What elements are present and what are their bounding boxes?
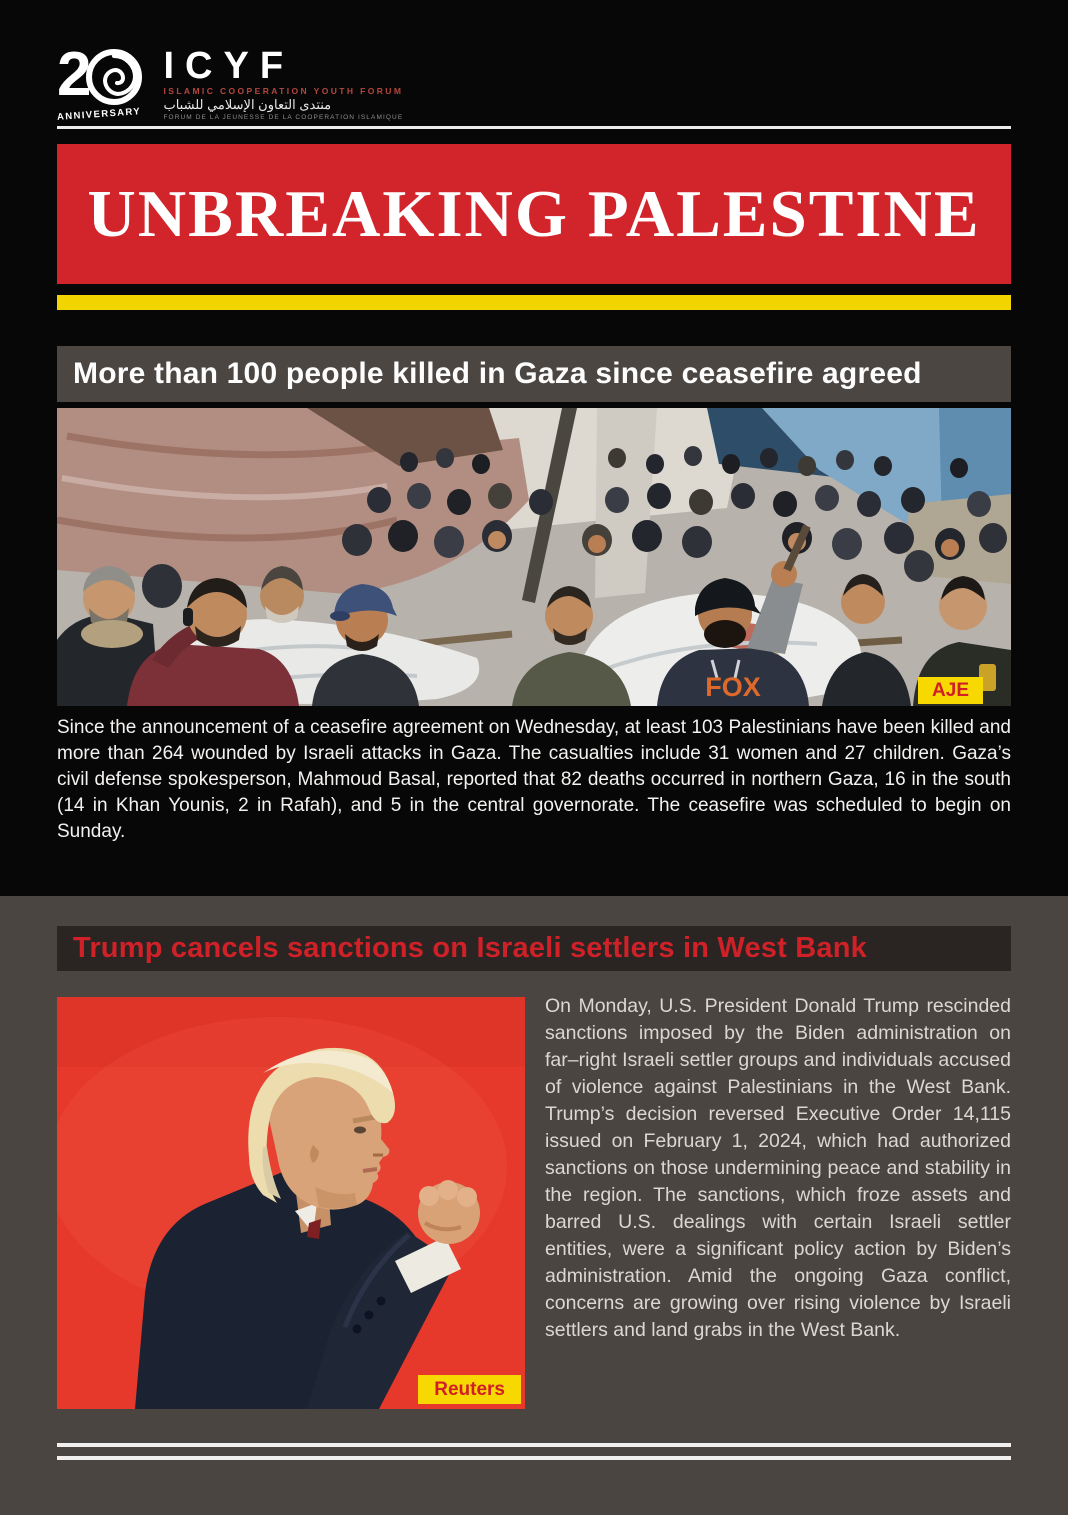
footer-line-top — [57, 1443, 1011, 1447]
photo-credit-badge: AJE — [918, 677, 983, 704]
org-name-english: ISLAMIC COOPERATION YOUTH FORUM — [163, 86, 404, 96]
icyf-logo — [0, 0, 1068, 121]
spiral-zero-icon — [85, 48, 143, 111]
trump-photo-illustration — [57, 997, 525, 1409]
anniversary-digit: 2 — [57, 40, 90, 109]
icyf-wordmark — [163, 46, 403, 121]
org-name-arabic: منتدى التعاون الإسلامي للشباب — [163, 97, 332, 112]
anniversary-label: ANNIVERSARY — [56, 106, 142, 123]
story2-photo — [57, 997, 525, 1409]
crowd-photo-illustration — [57, 408, 1011, 706]
gold-divider — [57, 295, 1011, 310]
story1-headline: More than 100 people killed in Gaza since ceasefire agreed — [73, 357, 922, 390]
header-divider — [57, 126, 1011, 129]
story1-headline-bar — [57, 346, 1011, 402]
page-title: UNBREAKING PALESTINE — [87, 176, 981, 251]
story1-section — [0, 310, 1068, 896]
story1-photo — [57, 408, 1011, 706]
story2-body: On Monday, U.S. President Donald Trump rescinded sanctions imposed by the Biden administration on far–right Israeli settler groups and individuals accused of violence against Palestinians in the West Bank. Trump’s decision reversed Executive Order 14,115 issued on February 1, 2024, which had authorized sanctions on those undermining peace and stability in the region. The sanctions, which froze assets and barred U.S. dealings with certain Israeli settler entities, were a significant policy action by Biden’s administration. Amid the ongoing Gaza conflict, concerns are growing over rising violence by Israeli settlers and land grabs in the West Bank. — [545, 995, 1011, 1341]
story2-section — [0, 896, 1068, 1515]
footer-divider — [57, 1443, 1011, 1460]
anniversary-20-logo — [56, 40, 143, 123]
org-acronym: ICYF — [163, 45, 295, 87]
story2-headline: Trump cancels sanctions on Israeli settlers in West Bank — [73, 932, 867, 964]
footer-line-bottom — [57, 1456, 1011, 1460]
story1-body: Since the announcement of a ceasefire agreement on Wednesday, at least 103 Palestinians have been killed and more than 264 wounded by Israeli attacks in Gaza. The casualties include 31 women and 27 children. Gaza’s civil defense spokesperson, Mahmoud Basal, reported that 82 deaths occurred in northern Gaza, 16 in the south (14 in Khan Younis, 2 in Rafah), and 5 in the central governorate. The ceasefire was scheduled to begin on Sunday. — [57, 717, 1011, 842]
org-name-french: FORUM DE LA JEUNESSE DE LA COOPERATION ISLAMIQUE — [163, 114, 404, 121]
hoodie-fox-text: FOX — [705, 672, 761, 702]
photo-credit-badge: Reuters — [418, 1375, 521, 1404]
story2-headline-bar — [57, 926, 1011, 971]
masthead-banner — [57, 144, 1011, 284]
